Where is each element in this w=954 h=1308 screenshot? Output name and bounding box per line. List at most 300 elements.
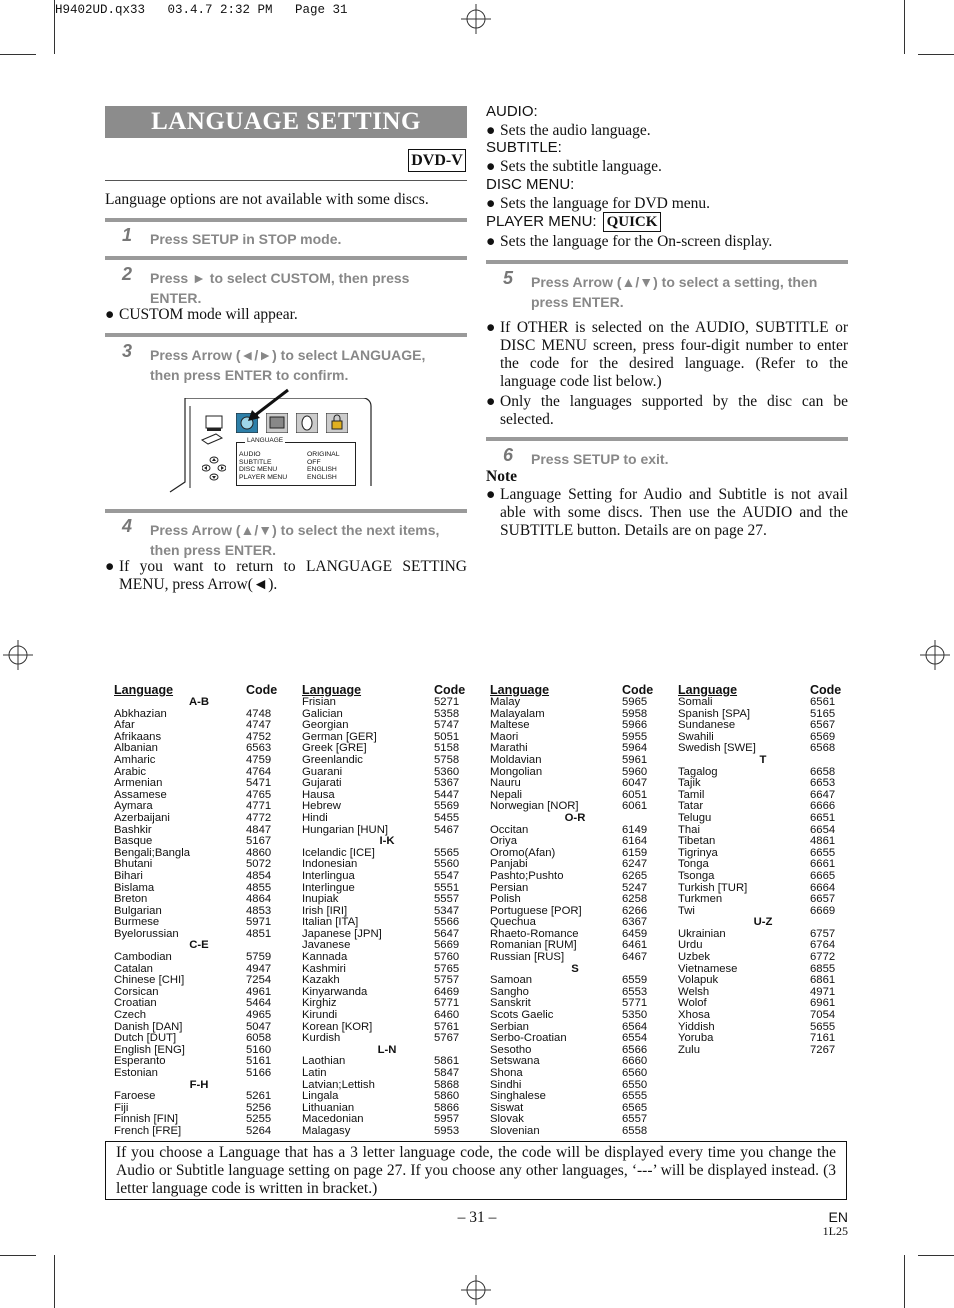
language-name: Icelandic [ICE] (302, 846, 375, 859)
language-code: 5557 (434, 893, 460, 906)
menu-row-label[interactable]: PLAYER MENU (239, 473, 288, 481)
language-code: 5160 (246, 1043, 272, 1056)
registration-mark-icon (3, 640, 33, 670)
bullet: ● If OTHER is selected on the AUDIO, SUBTITLE or DISC MENU screen, press four-digit number to enter the code for the desired language. (Refer to the language code list below.) (486, 319, 848, 390)
language-code: 5759 (246, 951, 272, 964)
bullet: ● Sets the audio language. (486, 122, 651, 139)
language-name: Corsican (114, 985, 159, 998)
language-code: 6047 (622, 777, 648, 790)
language-code: 5551 (434, 881, 460, 894)
language-code: 5569 (434, 800, 460, 813)
language-code: 6266 (622, 904, 648, 917)
language-name: Turkish [TUR] (678, 881, 748, 894)
crop-mark (904, 1255, 905, 1308)
language-code: 5455 (434, 811, 460, 824)
language-code: 5264 (246, 1124, 272, 1137)
language-code: 5765 (434, 962, 460, 975)
language-name: Swedish [SWE] (678, 742, 756, 755)
language-code: 5447 (434, 788, 460, 801)
language-code: 7054 (810, 1009, 836, 1022)
language-code: 4752 (246, 730, 272, 743)
language-code: 6861 (810, 974, 836, 987)
language-code: 4860 (246, 846, 272, 859)
language-name: Sundanese (678, 719, 736, 732)
language-code: 6149 (622, 823, 648, 836)
language-code: 5861 (434, 1055, 460, 1068)
language-name: Tagalog (678, 765, 718, 778)
language-code: 6566 (622, 1043, 648, 1056)
language-code: 6558 (622, 1124, 648, 1137)
column-header-code: Code (434, 683, 466, 697)
step-6 (503, 445, 851, 469)
language-code: 5747 (434, 719, 460, 732)
step-number: 4 (122, 516, 133, 536)
group-label: L-N (377, 1043, 397, 1056)
language-code: 6058 (246, 1032, 272, 1045)
language-name: Hindi (302, 811, 328, 824)
language-code: 5367 (434, 777, 460, 790)
divider (486, 260, 848, 264)
language-code: 4765 (246, 788, 272, 801)
language-code: 6665 (810, 869, 836, 882)
table-row (302, 1126, 472, 1138)
language-code: 6554 (622, 1032, 648, 1045)
column-header-code: Code (246, 683, 278, 697)
file-info: H9402UD.qx33 03.4.7 2:32 PM Page 31 (55, 3, 348, 17)
language-name: Polish (490, 893, 521, 906)
language-code: 4771 (246, 800, 272, 813)
language-code: 5166 (246, 1067, 272, 1079)
language-name: Italian [ITA] (302, 916, 359, 929)
language-code: 6647 (810, 788, 836, 801)
menu-row-value: ENGLISH (307, 466, 337, 473)
step-text: then press ENTER to confirm. (150, 367, 349, 383)
language-code: 5847 (434, 1067, 460, 1079)
language-code: 6550 (622, 1078, 648, 1091)
language-name: Albanian (114, 742, 158, 755)
table-header (678, 683, 848, 697)
bullet: ● Sets the language for the On-screen display. (486, 233, 773, 250)
language-name: Greenlandic (302, 753, 363, 766)
language-name: Tibetan (678, 835, 716, 848)
language-code: 5547 (434, 869, 460, 882)
language-name: Danish [DAN] (114, 1020, 183, 1033)
language-code: 6469 (434, 985, 460, 998)
language-code: 7267 (810, 1043, 836, 1056)
language-name: Thai (678, 823, 700, 836)
language-name: Telugu (678, 811, 712, 824)
language-name: Somali (678, 696, 713, 708)
step-4 (122, 516, 470, 560)
step-5 (503, 268, 851, 312)
language-code: 4861 (810, 835, 836, 848)
menu-labels (239, 451, 287, 481)
language-name: Estonian (114, 1067, 158, 1079)
language-name: Samoan (490, 974, 533, 987)
language-code: 6653 (810, 777, 836, 790)
language-code: 5255 (246, 1113, 272, 1126)
language-name: Oromo(Afan) (490, 846, 556, 859)
language-name: Spanish [SPA] (678, 707, 751, 720)
language-name: Sanskrit (490, 997, 531, 1010)
divider (105, 509, 467, 513)
step-text: Press SETUP to exit. (531, 451, 669, 467)
setup-screen-diagram (168, 398, 378, 498)
language-code: 6159 (622, 846, 648, 859)
column-header-code: Code (810, 683, 842, 697)
language-name: Korean [KOR] (302, 1020, 373, 1033)
language-name: Romanian [RUM] (490, 939, 577, 952)
language-name: Afar (114, 719, 135, 732)
language-name: Tonga (678, 858, 709, 871)
language-name: Kirundi (302, 1009, 338, 1022)
audio-heading: AUDIO: (486, 103, 538, 120)
arrow-keys-icon (202, 456, 226, 484)
language-name: Kinyarwanda (302, 985, 368, 998)
language-code: 6459 (622, 927, 648, 940)
language-table-column (114, 683, 284, 1138)
table-row (490, 1126, 660, 1138)
menu-values (307, 451, 339, 481)
language-name: Czech (114, 1009, 147, 1022)
bullet: ● If you want to return to LANGUAGE SETTING MENU, press Arrow(◄). (105, 558, 467, 593)
language-code: 5360 (434, 765, 460, 778)
language-code: 6061 (622, 800, 648, 813)
language-name: Sindhi (490, 1078, 522, 1091)
language-name: Japanese [JPN] (302, 927, 382, 940)
language-code: 5860 (434, 1090, 460, 1103)
step-text: ENTER. (150, 290, 202, 306)
language-name: Slovenian (490, 1124, 540, 1137)
quick-badge: QUICK (603, 212, 662, 232)
language-code: 5565 (434, 846, 460, 859)
language-name: Chinese [CHI] (114, 974, 185, 987)
language-name: Kannada (302, 951, 348, 964)
language-name: Finnish [FIN] (114, 1113, 179, 1126)
language-name: Tigrinya (678, 846, 718, 859)
language-code: 4847 (246, 823, 272, 836)
audio-menu-icon[interactable] (296, 413, 318, 433)
language-code: 6655 (810, 846, 836, 859)
language-name: Mongolian (490, 765, 543, 778)
language-code: 6563 (246, 742, 272, 755)
language-code: 5167 (246, 835, 272, 848)
language-code: 6568 (810, 742, 836, 755)
language-name: Catalan (114, 962, 153, 975)
language-code: 6855 (810, 962, 836, 975)
language-name: Kirghiz (302, 997, 337, 1010)
language-code: 5347 (434, 904, 460, 917)
group-label: C-E (189, 939, 209, 952)
column-header-language: Language (490, 683, 550, 697)
language-name: Bislama (114, 881, 155, 894)
language-code: 6567 (810, 719, 836, 732)
language-name: Arabic (114, 765, 147, 778)
language-code: 4853 (246, 904, 272, 917)
step-number: 2 (122, 264, 133, 284)
language-name: Azerbaijani (114, 811, 170, 824)
language-name: Interlingua (302, 869, 355, 882)
language-code: 6764 (810, 939, 836, 952)
menu-row-label[interactable]: AUDIO (239, 451, 261, 458)
language-code: 5761 (434, 1020, 460, 1033)
language-code: 6961 (810, 997, 836, 1010)
language-name: Hausa (302, 788, 335, 801)
page-number: – 31 – (457, 1209, 497, 1226)
language-code: 4965 (246, 1009, 272, 1022)
group-label: S (571, 962, 579, 975)
language-code: 6460 (434, 1009, 460, 1022)
language-code: 5957 (434, 1113, 460, 1126)
divider (105, 256, 467, 260)
language-code: 5158 (434, 742, 460, 755)
step-number: 6 (503, 445, 514, 465)
language-name: Kashmiri (302, 962, 346, 975)
language-code: 6564 (622, 1020, 648, 1033)
language-code: 4851 (246, 927, 272, 940)
language-name: Tsonga (678, 869, 715, 882)
language-name: Yiddish (678, 1020, 715, 1033)
language-code: 5566 (434, 916, 460, 929)
divider (105, 333, 467, 337)
step-text: Press SETUP in STOP mode. (150, 231, 342, 247)
language-name: Macedonian (302, 1113, 364, 1126)
language-code: 5965 (622, 696, 648, 708)
language-code: 5467 (434, 823, 460, 836)
language-name: Byelorussian (114, 927, 179, 940)
language-name: Georgian (302, 719, 349, 732)
language-code: 6757 (810, 927, 836, 940)
language-name: Malayalam (490, 707, 545, 720)
language-name: Breton (114, 893, 148, 906)
language-code: 5960 (622, 765, 648, 778)
lock-menu-icon[interactable] (326, 413, 348, 433)
step-text: Press Arrow (◄/►) to select LANGUAGE, (150, 347, 426, 363)
language-name: Bihari (114, 869, 143, 882)
table-row (114, 1068, 284, 1080)
language-name: Kazakh (302, 974, 340, 987)
language-code: 6569 (810, 730, 836, 743)
language-name: English [ENG] (114, 1043, 185, 1056)
language-code: 5358 (434, 707, 460, 720)
step-text: Press ► to select CUSTOM, then press (150, 270, 410, 286)
dvd-v-badge: DVD-V (408, 149, 466, 172)
menu-title: LANGUAGE (247, 437, 284, 444)
language-code: 5868 (434, 1078, 460, 1091)
language-name: Siswat (490, 1101, 524, 1114)
language-name: Wolof (678, 997, 707, 1010)
language-name: Serbian (490, 1020, 529, 1033)
language-code: 5866 (434, 1101, 460, 1114)
crop-mark (904, 0, 905, 54)
language-code: 5350 (622, 1009, 648, 1022)
step-number: 3 (122, 341, 133, 361)
language-name: Maltese (490, 719, 530, 732)
language-code: 6258 (622, 893, 648, 906)
language-name: Zulu (678, 1043, 700, 1056)
language-code: 6666 (810, 800, 836, 813)
language-code: 4971 (810, 985, 836, 998)
language-code: 5072 (246, 858, 272, 871)
language-name: Xhosa (678, 1009, 711, 1022)
table-row (114, 1126, 284, 1138)
group-label: T (759, 753, 767, 766)
language-name: Persian (490, 881, 529, 894)
language-code: 5271 (434, 696, 460, 708)
language-code: 6247 (622, 858, 648, 871)
language-name: Esperanto (114, 1055, 166, 1068)
language-code: 4947 (246, 962, 272, 975)
language-code: 4854 (246, 869, 272, 882)
language-code: 5760 (434, 951, 460, 964)
language-name: Oriya (490, 835, 517, 848)
bullet: ● CUSTOM mode will appear. (105, 306, 298, 323)
language-name: Setswana (490, 1055, 540, 1068)
language-name: Dutch [DUT] (114, 1032, 177, 1045)
language-code: 5165 (810, 707, 836, 720)
language-name: Indonesian (302, 858, 358, 871)
language-code: 6553 (622, 985, 648, 998)
group-label: I-K (379, 835, 395, 848)
language-name: Armenian (114, 777, 163, 790)
group-label: O-R (564, 811, 586, 824)
menu-row-value: ORIGINAL (307, 451, 340, 458)
divider (105, 218, 467, 222)
table-row (678, 813, 848, 825)
language-code: 6367 (622, 916, 648, 929)
menu-row-label[interactable]: DISC MENU (239, 466, 278, 473)
language-name: Russian [RUS] (490, 951, 565, 964)
divider (486, 437, 848, 441)
step-2 (122, 264, 470, 308)
language-name: Tajik (678, 777, 701, 790)
language-name: Tamil (678, 788, 705, 801)
language-name: Laothian (302, 1055, 346, 1068)
bullet: ● Only the languages supported by the disc can be selected. (486, 393, 848, 428)
language-name: Swahili (678, 730, 714, 743)
language-name: Croatian (114, 997, 157, 1010)
table-row (490, 952, 660, 964)
language-code: 6265 (622, 869, 648, 882)
language-code: 6669 (810, 904, 836, 917)
table-row (678, 1045, 848, 1057)
language-name: Faroese (114, 1090, 156, 1103)
language-code: 6651 (810, 811, 836, 824)
language-name: Kurdish (302, 1032, 341, 1045)
language-name: Sesotho (490, 1043, 532, 1056)
table-row (678, 894, 848, 906)
language-name: Urdu (678, 939, 703, 952)
language-name: Aymara (114, 800, 153, 813)
language-code: 5771 (434, 997, 460, 1010)
language-code: 6051 (622, 788, 648, 801)
table-header (302, 683, 472, 697)
crop-mark (918, 54, 954, 55)
language-code: 4747 (246, 719, 272, 732)
language-code: 7161 (810, 1032, 836, 1045)
language-code: 4772 (246, 811, 272, 824)
step-number: 5 (503, 268, 514, 288)
language-code: 5655 (810, 1020, 836, 1033)
menu-row-value: OFF (307, 458, 321, 466)
language-name: Lingala (302, 1090, 339, 1103)
language-code: 5964 (622, 742, 648, 755)
language-code: 5757 (434, 974, 460, 987)
disc-menu-heading: DISC MENU: (486, 176, 575, 193)
language-name: Hungarian [HUN] (302, 823, 389, 836)
divider (105, 180, 467, 181)
bullet: ● Language Setting for Audio and Subtitle is not avail able with some discs. Then use the AUDIO and the SUBTITLE button. Details are on page 27. (486, 486, 848, 539)
player-menu-label: PLAYER MENU: (486, 213, 597, 230)
menu-row-label[interactable]: SUBTITLE (239, 458, 272, 466)
step-text: then press ENTER. (150, 542, 277, 558)
step-1 (122, 225, 470, 249)
language-name: French [FRE] (114, 1124, 182, 1137)
language-code: 6555 (622, 1090, 648, 1103)
language-code: 5971 (246, 916, 272, 929)
menu-row-value: ENGLISH (307, 473, 337, 481)
language-code: 6657 (810, 893, 836, 906)
language-name: Amharic (114, 753, 156, 766)
language-name: Occitan (490, 823, 529, 836)
step-3 (122, 341, 470, 385)
language-name: Sangho (490, 985, 529, 998)
column-header-language: Language (114, 683, 174, 697)
language-name: Turkmen (678, 893, 723, 906)
remote-icon (200, 432, 224, 446)
language-name: Greek [GRE] (302, 742, 367, 755)
language-name: Galician (302, 707, 343, 720)
language-code: 5560 (434, 858, 460, 871)
language-code: 5047 (246, 1020, 272, 1033)
language-name: Ukrainian (678, 927, 726, 940)
language-code: 6658 (810, 765, 836, 778)
language-name: Scots Gaelic (490, 1009, 554, 1022)
language-code: 5758 (434, 753, 460, 766)
subtitle-heading: SUBTITLE: (486, 139, 562, 156)
language-name: Gujarati (302, 777, 342, 790)
language-code: 6772 (810, 951, 836, 964)
note-heading: Note (486, 468, 517, 485)
language-code: 6557 (622, 1113, 648, 1126)
language-name: Inupiak (302, 893, 339, 906)
language-name: Fiji (114, 1101, 129, 1114)
language-code: 6660 (622, 1055, 648, 1068)
language-code: 5471 (246, 777, 272, 790)
language-table-column (490, 683, 660, 1138)
language-code: 5958 (622, 707, 648, 720)
language-name: Malay (490, 696, 521, 708)
registration-mark-icon (920, 640, 950, 670)
language-name: Nauru (490, 777, 521, 790)
language-name: Quechua (490, 916, 536, 929)
registration-mark-icon (461, 4, 491, 34)
bullet: ● Sets the subtitle language. (486, 158, 662, 175)
language-code: 5647 (434, 927, 460, 940)
language-code: 5464 (246, 997, 272, 1010)
language-code: 6664 (810, 881, 836, 894)
language-code: 6467 (622, 951, 648, 964)
language-name: Guarani (302, 765, 343, 778)
language-code: 5771 (622, 997, 648, 1010)
language-name: Pashto;Pushto (490, 869, 564, 882)
language-name: Lithuanian (302, 1101, 355, 1114)
language-code-footnote: If you choose a Language that has a 3 letter language code, the code will be displayed every time you change the Audio or Subtitle language setting on page 27. If you choose any other languages, ‘---’ will be displayed instead. (3 letter language code is written in bracket.) (105, 1141, 847, 1200)
pointer-arrow-icon (242, 388, 292, 424)
language-code: 4759 (246, 753, 272, 766)
language-name: Serbo-Croatian (490, 1032, 567, 1045)
language-code: 6164 (622, 835, 648, 848)
